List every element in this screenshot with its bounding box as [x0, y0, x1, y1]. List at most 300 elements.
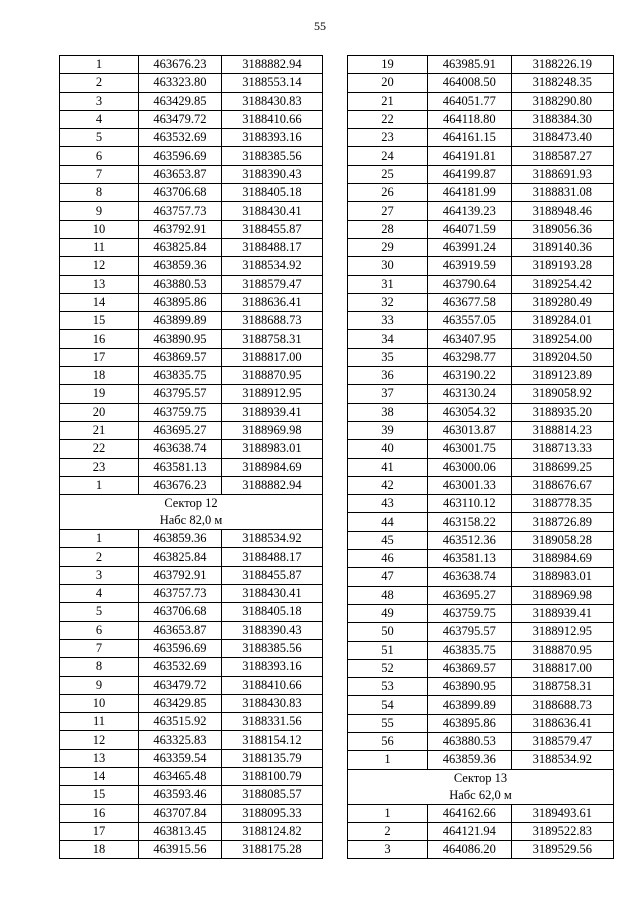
x-coordinate-cell: 464199.87: [427, 165, 511, 183]
point-number-cell: 20: [348, 74, 428, 92]
point-number-cell: 16: [60, 804, 139, 822]
y-coordinate-cell: 3188912.95: [221, 385, 322, 403]
point-number-cell: 3: [348, 841, 428, 859]
y-coordinate-cell: 3188758.31: [221, 330, 322, 348]
y-coordinate-cell: 3188817.00: [511, 659, 613, 677]
point-number-cell: 8: [60, 658, 139, 676]
x-coordinate-cell: 463593.46: [138, 786, 221, 804]
y-coordinate-cell: 3188587.27: [511, 147, 613, 165]
x-coordinate-cell: 463859.36: [138, 257, 221, 275]
x-coordinate-cell: 463158.22: [427, 513, 511, 531]
y-coordinate-cell: 3188430.83: [221, 92, 322, 110]
point-number-cell: 6: [60, 147, 139, 165]
point-number-cell: 21: [348, 92, 428, 110]
x-coordinate-cell: 463707.84: [138, 804, 221, 822]
x-coordinate-cell: 464162.66: [427, 804, 511, 822]
point-number-cell: 3: [60, 92, 139, 110]
point-number-cell: 20: [60, 403, 139, 421]
point-number-cell: 2: [348, 822, 428, 840]
y-coordinate-cell: 3188831.08: [511, 184, 613, 202]
table-row: [60, 403, 323, 421]
x-coordinate-cell: 463880.53: [138, 275, 221, 293]
table-row: [60, 367, 323, 385]
y-coordinate-cell: 3188385.56: [221, 147, 322, 165]
table-row: [348, 550, 614, 568]
table-row: [348, 641, 614, 659]
x-coordinate-cell: 463323.80: [138, 74, 221, 92]
x-coordinate-cell: 463653.87: [138, 165, 221, 183]
x-coordinate-cell: 463895.86: [138, 293, 221, 311]
point-number-cell: 38: [348, 403, 428, 421]
y-coordinate-cell: 3189493.61: [511, 804, 613, 822]
y-coordinate-cell: 3188290.80: [511, 92, 613, 110]
sector-header: [60, 495, 323, 530]
y-coordinate-cell: 3189529.56: [511, 841, 613, 859]
point-number-cell: 54: [348, 696, 428, 714]
table-row: [348, 732, 614, 750]
table-row: [348, 495, 614, 513]
x-coordinate-cell: 463757.73: [138, 585, 221, 603]
table-row: [348, 841, 614, 859]
point-number-cell: 41: [348, 458, 428, 476]
x-coordinate-cell: 464118.80: [427, 110, 511, 128]
table-row: [348, 440, 614, 458]
x-coordinate-cell: 463792.91: [138, 566, 221, 584]
point-number-cell: 18: [60, 841, 139, 859]
y-coordinate-cell: 3188430.41: [221, 202, 322, 220]
point-number-cell: 9: [60, 202, 139, 220]
table-row: [348, 293, 614, 311]
table-row: [348, 312, 614, 330]
y-coordinate-cell: 3188636.41: [511, 714, 613, 732]
table-row: [60, 220, 323, 238]
table-row: [60, 566, 323, 584]
table-row: [348, 275, 614, 293]
sector-header: [348, 769, 614, 804]
point-number-cell: 22: [348, 110, 428, 128]
point-number-cell: 24: [348, 147, 428, 165]
table-row: [60, 293, 323, 311]
x-coordinate-cell: 463596.69: [138, 639, 221, 657]
x-coordinate-cell: 463596.69: [138, 147, 221, 165]
point-number-cell: 8: [60, 184, 139, 202]
table-row: [60, 348, 323, 366]
table-row: [348, 257, 614, 275]
point-number-cell: 7: [60, 639, 139, 657]
y-coordinate-cell: 3188553.14: [221, 74, 322, 92]
y-coordinate-cell: 3189193.28: [511, 257, 613, 275]
point-number-cell: 16: [60, 330, 139, 348]
x-coordinate-cell: 463895.86: [427, 714, 511, 732]
point-number-cell: 53: [348, 678, 428, 696]
point-number-cell: 56: [348, 732, 428, 750]
table-row: [60, 621, 323, 639]
x-coordinate-cell: 463706.68: [138, 184, 221, 202]
point-number-cell: 12: [60, 257, 139, 275]
x-coordinate-cell: 463000.06: [427, 458, 511, 476]
y-coordinate-cell: 3189140.36: [511, 238, 613, 256]
y-coordinate-cell: 3188390.43: [221, 165, 322, 183]
table-row: [348, 586, 614, 604]
point-number-cell: 26: [348, 184, 428, 202]
point-number-cell: 1: [60, 530, 139, 548]
y-coordinate-cell: 3188488.17: [221, 238, 322, 256]
x-coordinate-cell: 463054.32: [427, 403, 511, 421]
x-coordinate-cell: 463706.68: [138, 603, 221, 621]
table-row: [348, 678, 614, 696]
table-row: [60, 165, 323, 183]
x-coordinate-cell: 463859.36: [427, 751, 511, 769]
x-coordinate-cell: 463190.22: [427, 367, 511, 385]
x-coordinate-cell: 463813.45: [138, 822, 221, 840]
x-coordinate-cell: 464139.23: [427, 202, 511, 220]
x-coordinate-cell: 463130.24: [427, 385, 511, 403]
point-number-cell: 55: [348, 714, 428, 732]
table-row: [60, 110, 323, 128]
y-coordinate-cell: 3188248.35: [511, 74, 613, 92]
x-coordinate-cell: 463653.87: [138, 621, 221, 639]
x-coordinate-cell: 463429.85: [138, 694, 221, 712]
table-row: [60, 767, 323, 785]
point-number-cell: 19: [60, 385, 139, 403]
x-coordinate-cell: 464051.77: [427, 92, 511, 110]
x-coordinate-cell: 463825.84: [138, 238, 221, 256]
point-number-cell: 23: [60, 458, 139, 476]
point-number-cell: 30: [348, 257, 428, 275]
point-number-cell: 48: [348, 586, 428, 604]
y-coordinate-cell: 3188430.41: [221, 585, 322, 603]
x-coordinate-cell: 463325.83: [138, 731, 221, 749]
table-row: [60, 385, 323, 403]
x-coordinate-cell: 463001.33: [427, 476, 511, 494]
point-number-cell: 47: [348, 568, 428, 586]
x-coordinate-cell: 463869.57: [427, 659, 511, 677]
table-row: [60, 129, 323, 147]
point-number-cell: 49: [348, 604, 428, 622]
x-coordinate-cell: 464008.50: [427, 74, 511, 92]
y-coordinate-cell: 3188095.33: [221, 804, 322, 822]
x-coordinate-cell: 463859.36: [138, 530, 221, 548]
table-row: [348, 74, 614, 92]
table-row: [348, 385, 614, 403]
y-coordinate-cell: 3188984.69: [221, 458, 322, 476]
y-coordinate-cell: 3188455.87: [221, 566, 322, 584]
table-row: [348, 220, 614, 238]
point-number-cell: 10: [60, 694, 139, 712]
x-coordinate-cell: 463795.57: [138, 385, 221, 403]
x-coordinate-cell: 463110.12: [427, 495, 511, 513]
table-row: [348, 165, 614, 183]
point-number-cell: 18: [60, 367, 139, 385]
table-row: [60, 312, 323, 330]
x-coordinate-cell: 463512.36: [427, 531, 511, 549]
y-coordinate-cell: 3188870.95: [221, 367, 322, 385]
table-row: [348, 330, 614, 348]
table-row: [348, 623, 614, 641]
sector-header-row: [348, 769, 614, 804]
table-row: [60, 786, 323, 804]
point-number-cell: 23: [348, 129, 428, 147]
y-coordinate-cell: 3188817.00: [221, 348, 322, 366]
y-coordinate-cell: 3188393.16: [221, 129, 322, 147]
table-row: [348, 822, 614, 840]
table-row: [60, 804, 323, 822]
x-coordinate-cell: 463759.75: [427, 604, 511, 622]
table-row: [348, 531, 614, 549]
table-row: [348, 129, 614, 147]
x-coordinate-cell: 464086.20: [427, 841, 511, 859]
point-number-cell: 31: [348, 275, 428, 293]
y-coordinate-cell: 3188636.41: [221, 293, 322, 311]
x-coordinate-cell: 463985.91: [427, 56, 511, 74]
point-number-cell: 42: [348, 476, 428, 494]
x-coordinate-cell: 463581.13: [427, 550, 511, 568]
point-number-cell: 13: [60, 749, 139, 767]
y-coordinate-cell: 3188154.12: [221, 731, 322, 749]
x-coordinate-cell: 463899.89: [138, 312, 221, 330]
y-coordinate-cell: 3188124.82: [221, 822, 322, 840]
y-coordinate-cell: 3188912.95: [511, 623, 613, 641]
x-coordinate-cell: 463835.75: [427, 641, 511, 659]
coordinates-table-left: [59, 55, 323, 859]
table-row: [60, 92, 323, 110]
y-coordinate-cell: 3188579.47: [221, 275, 322, 293]
point-number-cell: 3: [60, 566, 139, 584]
point-number-cell: 40: [348, 440, 428, 458]
table-row: [60, 749, 323, 767]
table-row: [348, 476, 614, 494]
x-coordinate-cell: 463359.54: [138, 749, 221, 767]
y-coordinate-cell: 3188534.92: [221, 257, 322, 275]
page-number: 55: [314, 19, 326, 33]
y-coordinate-cell: 3188579.47: [511, 732, 613, 750]
x-coordinate-cell: 463835.75: [138, 367, 221, 385]
point-number-cell: 1: [348, 751, 428, 769]
y-coordinate-cell: 3188175.28: [221, 841, 322, 859]
y-coordinate-cell: 3188778.35: [511, 495, 613, 513]
y-coordinate-cell: 3188534.92: [511, 751, 613, 769]
table-row: [60, 731, 323, 749]
y-coordinate-cell: 3188455.87: [221, 220, 322, 238]
point-number-cell: 1: [60, 476, 139, 494]
table-row: [60, 275, 323, 293]
y-coordinate-cell: 3188688.73: [221, 312, 322, 330]
y-coordinate-cell: 3188405.18: [221, 603, 322, 621]
y-coordinate-cell: 3188691.93: [511, 165, 613, 183]
x-coordinate-cell: 463581.13: [138, 458, 221, 476]
y-coordinate-cell: 3188870.95: [511, 641, 613, 659]
y-coordinate-cell: 3189284.01: [511, 312, 613, 330]
point-number-cell: 32: [348, 293, 428, 311]
x-coordinate-cell: 463677.58: [427, 293, 511, 311]
table-row: [348, 238, 614, 256]
point-number-cell: 4: [60, 110, 139, 128]
y-coordinate-cell: 3188882.94: [221, 56, 322, 74]
table-row: [60, 74, 323, 92]
x-coordinate-cell: 463638.74: [138, 440, 221, 458]
table-row: [60, 421, 323, 439]
table-row: [60, 56, 323, 74]
y-coordinate-cell: 3188983.01: [221, 440, 322, 458]
y-coordinate-cell: 3189058.92: [511, 385, 613, 403]
y-coordinate-cell: 3188385.56: [221, 639, 322, 657]
y-coordinate-cell: 3188688.73: [511, 696, 613, 714]
point-number-cell: 35: [348, 348, 428, 366]
table-row: [60, 676, 323, 694]
y-coordinate-cell: 3188384.30: [511, 110, 613, 128]
y-coordinate-cell: 3188410.66: [221, 676, 322, 694]
table-row: [348, 367, 614, 385]
y-coordinate-cell: 3188473.40: [511, 129, 613, 147]
table-row: [60, 184, 323, 202]
sector-height: Набс 62,0 м: [449, 787, 512, 802]
x-coordinate-cell: 463532.69: [138, 129, 221, 147]
y-coordinate-cell: 3188726.89: [511, 513, 613, 531]
x-coordinate-cell: 463407.95: [427, 330, 511, 348]
x-coordinate-cell: 464121.94: [427, 822, 511, 840]
point-number-cell: 50: [348, 623, 428, 641]
point-number-cell: 37: [348, 385, 428, 403]
x-coordinate-cell: 463792.91: [138, 220, 221, 238]
x-coordinate-cell: 463695.27: [138, 421, 221, 439]
table-row: [60, 841, 323, 859]
y-coordinate-cell: 3188393.16: [221, 658, 322, 676]
point-number-cell: 15: [60, 312, 139, 330]
y-coordinate-cell: 3189058.28: [511, 531, 613, 549]
point-number-cell: 17: [60, 822, 139, 840]
x-coordinate-cell: 463638.74: [427, 568, 511, 586]
point-number-cell: 2: [60, 548, 139, 566]
point-number-cell: 29: [348, 238, 428, 256]
table-row: [348, 110, 614, 128]
y-coordinate-cell: 3189123.89: [511, 367, 613, 385]
point-number-cell: 1: [348, 804, 428, 822]
x-coordinate-cell: 464161.15: [427, 129, 511, 147]
y-coordinate-cell: 3188135.79: [221, 749, 322, 767]
x-coordinate-cell: 464181.99: [427, 184, 511, 202]
sector-title: Сектор 12: [164, 496, 218, 511]
y-coordinate-cell: 3188758.31: [511, 678, 613, 696]
y-coordinate-cell: 3188390.43: [221, 621, 322, 639]
x-coordinate-cell: 463429.85: [138, 92, 221, 110]
table-row: [60, 585, 323, 603]
point-number-cell: 28: [348, 220, 428, 238]
y-coordinate-cell: 3188331.56: [221, 713, 322, 731]
table-row: [60, 330, 323, 348]
y-coordinate-cell: 3188969.98: [511, 586, 613, 604]
x-coordinate-cell: 463759.75: [138, 403, 221, 421]
table-row: [348, 714, 614, 732]
point-number-cell: 52: [348, 659, 428, 677]
x-coordinate-cell: 463001.75: [427, 440, 511, 458]
point-number-cell: 27: [348, 202, 428, 220]
point-number-cell: 13: [60, 275, 139, 293]
point-number-cell: 2: [60, 74, 139, 92]
y-coordinate-cell: 3189056.36: [511, 220, 613, 238]
point-number-cell: 5: [60, 603, 139, 621]
point-number-cell: 46: [348, 550, 428, 568]
table-row: [348, 604, 614, 622]
point-number-cell: 4: [60, 585, 139, 603]
table-row: [60, 476, 323, 494]
table-row: [60, 458, 323, 476]
x-coordinate-cell: 463557.05: [427, 312, 511, 330]
x-coordinate-cell: 463795.57: [427, 623, 511, 641]
y-coordinate-cell: 3188939.41: [221, 403, 322, 421]
table-row: [348, 751, 614, 769]
x-coordinate-cell: 463915.56: [138, 841, 221, 859]
point-number-cell: 1: [60, 56, 139, 74]
x-coordinate-cell: 463479.72: [138, 110, 221, 128]
point-number-cell: 12: [60, 731, 139, 749]
x-coordinate-cell: 463013.87: [427, 421, 511, 439]
point-number-cell: 22: [60, 440, 139, 458]
table-row: [348, 696, 614, 714]
table-row: [348, 184, 614, 202]
point-number-cell: 21: [60, 421, 139, 439]
y-coordinate-cell: 3188488.17: [221, 548, 322, 566]
coordinates-table-right: [347, 55, 614, 859]
y-coordinate-cell: 3188410.66: [221, 110, 322, 128]
y-coordinate-cell: 3189254.00: [511, 330, 613, 348]
x-coordinate-cell: 463890.95: [138, 330, 221, 348]
point-number-cell: 6: [60, 621, 139, 639]
table-row: [348, 348, 614, 366]
table-row: [348, 147, 614, 165]
y-coordinate-cell: 3188713.33: [511, 440, 613, 458]
table-row: [60, 658, 323, 676]
x-coordinate-cell: 463479.72: [138, 676, 221, 694]
point-number-cell: 36: [348, 367, 428, 385]
point-number-cell: 5: [60, 129, 139, 147]
table-row: [348, 458, 614, 476]
y-coordinate-cell: 3188226.19: [511, 56, 613, 74]
x-coordinate-cell: 463790.64: [427, 275, 511, 293]
y-coordinate-cell: 3189280.49: [511, 293, 613, 311]
table-row: [60, 530, 323, 548]
x-coordinate-cell: 463757.73: [138, 202, 221, 220]
x-coordinate-cell: 463676.23: [138, 56, 221, 74]
point-number-cell: 25: [348, 165, 428, 183]
x-coordinate-cell: 463465.48: [138, 767, 221, 785]
x-coordinate-cell: 463869.57: [138, 348, 221, 366]
y-coordinate-cell: 3188676.67: [511, 476, 613, 494]
table-row: [60, 548, 323, 566]
x-coordinate-cell: 463695.27: [427, 586, 511, 604]
table-row: [348, 92, 614, 110]
sector-height: Набс 82,0 м: [159, 513, 223, 528]
table-row: [348, 403, 614, 421]
table-row: [60, 694, 323, 712]
y-coordinate-cell: 3188882.94: [221, 476, 322, 494]
point-number-cell: 43: [348, 495, 428, 513]
point-number-cell: 7: [60, 165, 139, 183]
y-coordinate-cell: 3189254.42: [511, 275, 613, 293]
table-row: [348, 568, 614, 586]
y-coordinate-cell: 3188430.83: [221, 694, 322, 712]
table-row: [60, 603, 323, 621]
x-coordinate-cell: 463298.77: [427, 348, 511, 366]
y-coordinate-cell: 3188939.41: [511, 604, 613, 622]
point-number-cell: 15: [60, 786, 139, 804]
table-row: [60, 257, 323, 275]
point-number-cell: 10: [60, 220, 139, 238]
x-coordinate-cell: 463899.89: [427, 696, 511, 714]
x-coordinate-cell: 464191.81: [427, 147, 511, 165]
table-row: [348, 421, 614, 439]
y-coordinate-cell: 3189204.50: [511, 348, 613, 366]
x-coordinate-cell: 463919.59: [427, 257, 511, 275]
